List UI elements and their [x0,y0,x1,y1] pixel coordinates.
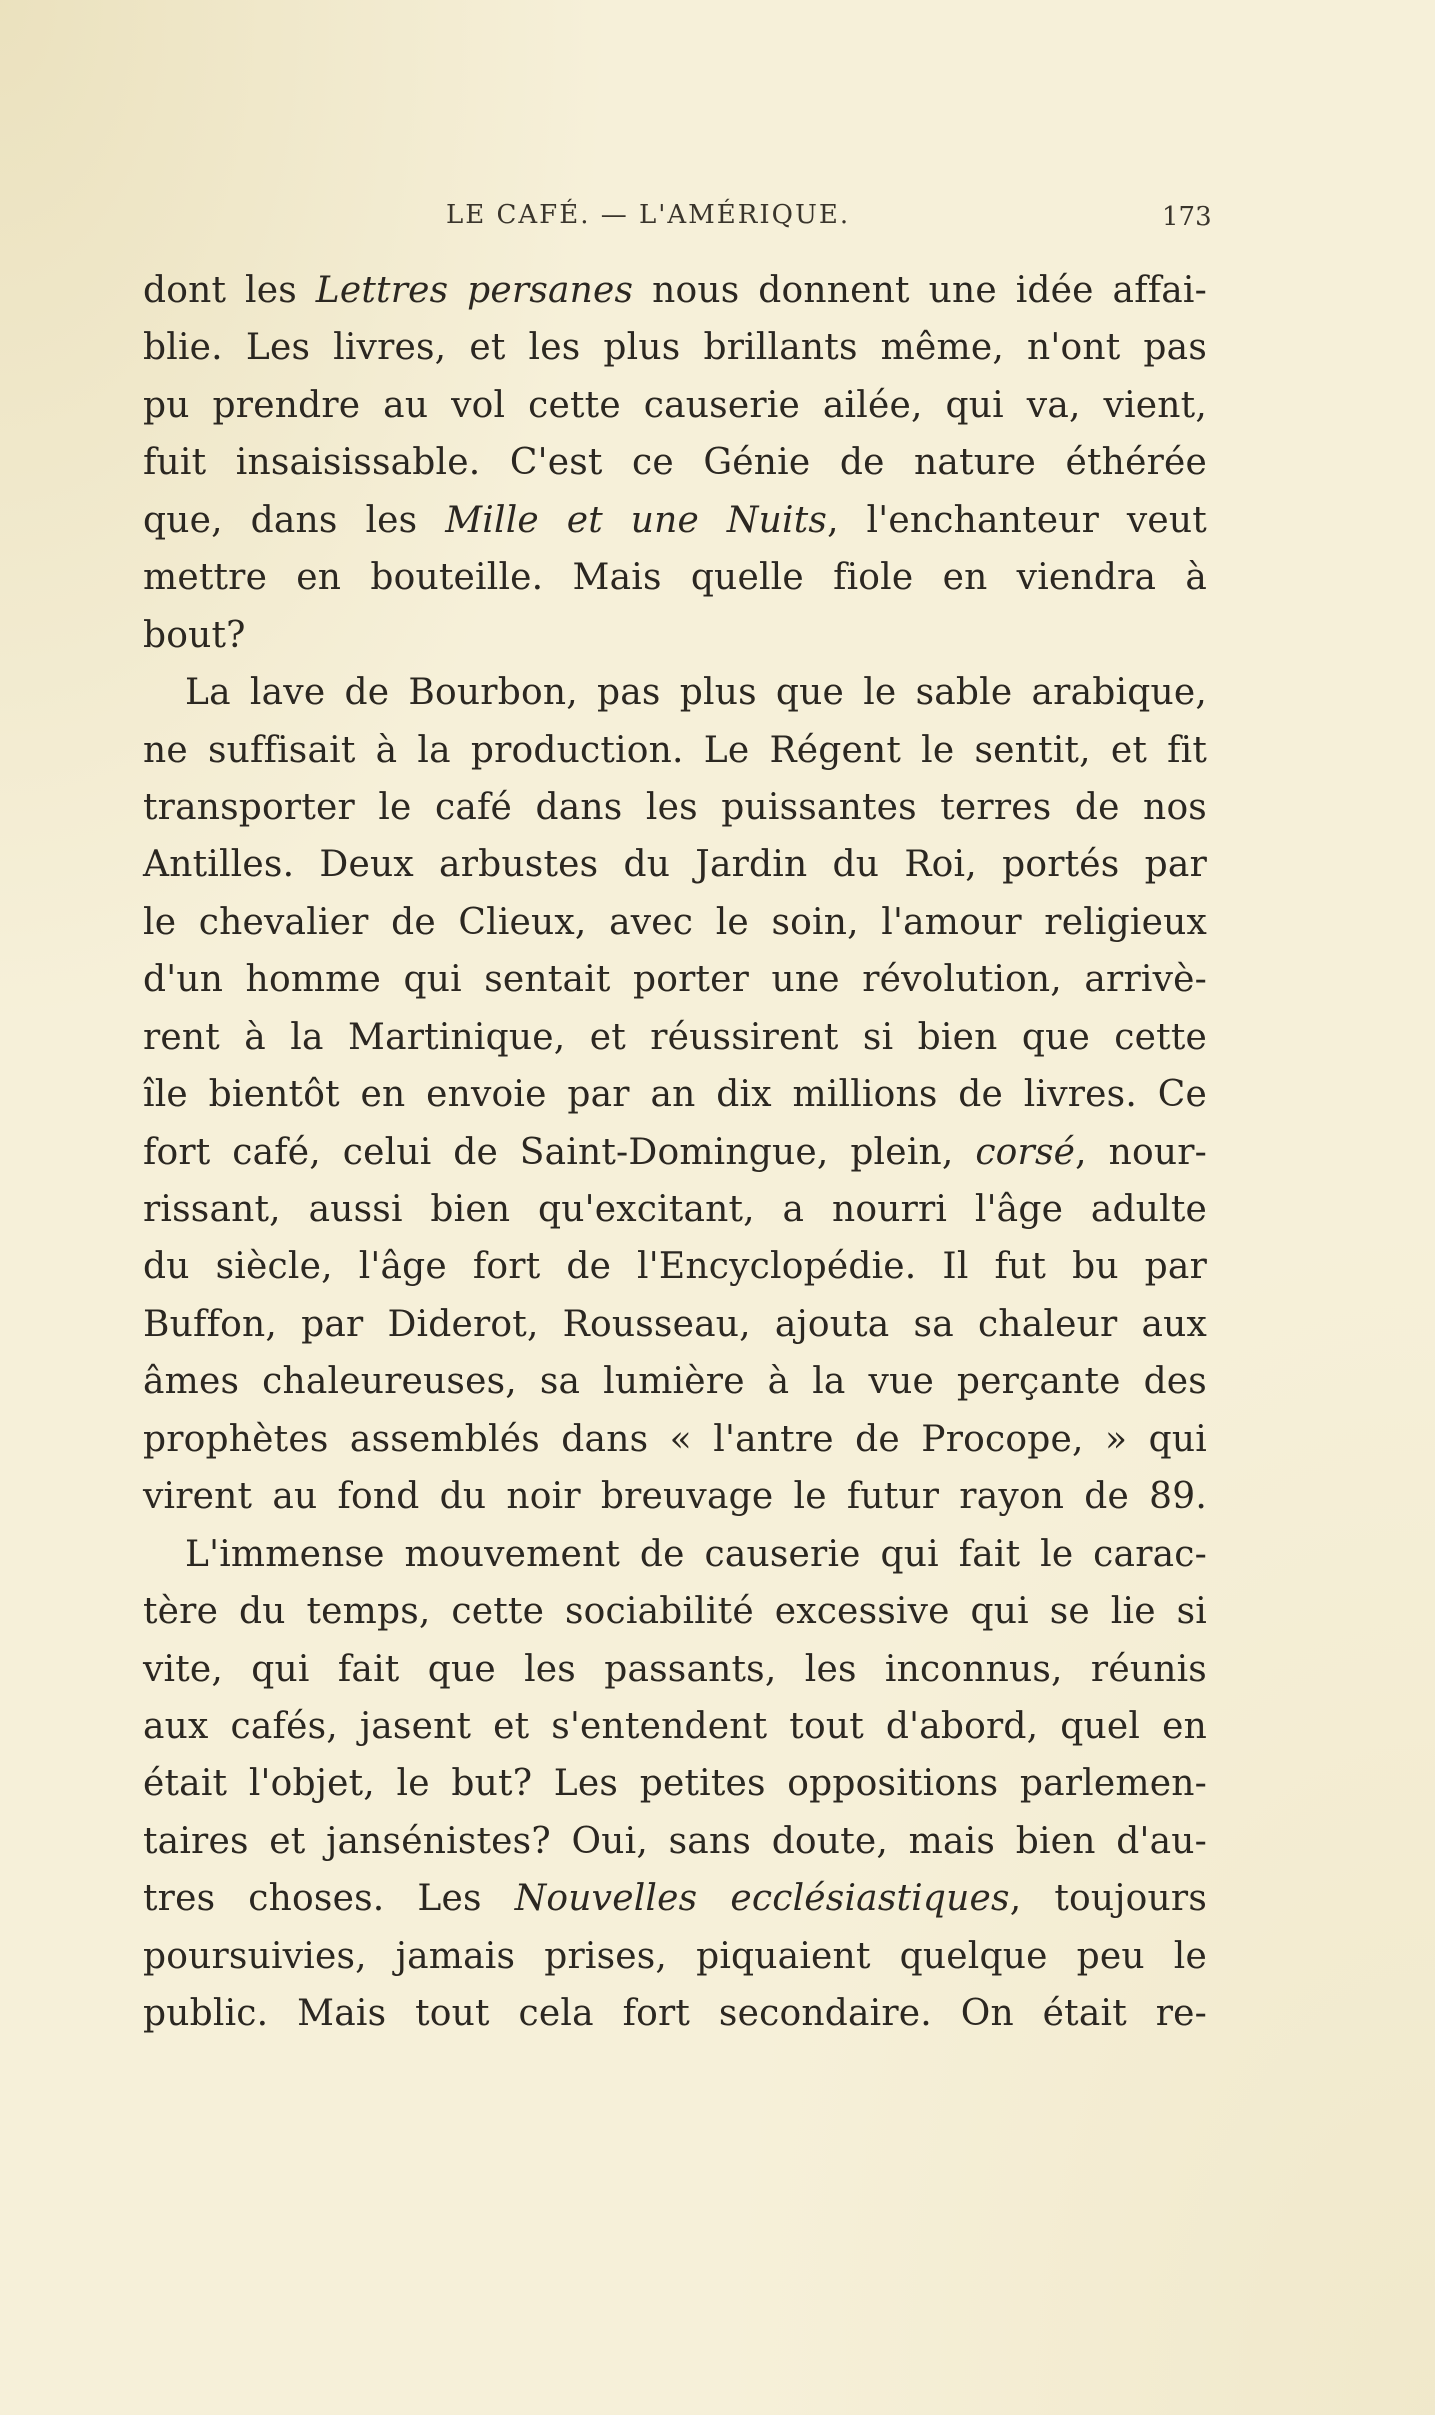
text-line: Antilles. Deux arbustes du Jardin du Roi, portés par [143,844,1207,886]
text-line: d'un homme qui sentait porter une révolution, arrivè- [143,959,1207,1001]
text-line: rent à la Martinique, et réussirent si bien que cette [143,1016,1207,1058]
text-line: tres choses. Les Nouvelles ecclésiastiques, toujours [143,1878,1208,1920]
italic-title: Lettres persanes [315,270,634,311]
text-line: L'immense mouvement de causerie qui fait le carac- [185,1533,1207,1575]
text-line: vite, qui fait que les passants, les inconnus, réunis [143,1648,1207,1690]
text-line: public. Mais tout cela fort secondaire. On était re- [143,1993,1207,2035]
text-line: transporter le café dans les puissantes terres de nos [143,786,1207,828]
text-line: fort café, celui de Saint-Domingue, plein, corsé, nour- [143,1131,1207,1173]
text-line: mettre en bouteille. Mais quelle fiole en viendra à [143,557,1207,599]
text-line: fuit insaisissable. C'est ce Génie de nature éthérée [143,442,1207,484]
italic-title: Nouvelles ecclésiastiques [514,1878,1010,1920]
text-line: Buffon, par Diderot, Rousseau, ajouta sa chaleur aux [143,1303,1207,1345]
text-line: rissant, aussi bien qu'excitant, a nourri l'âge adulte [143,1189,1207,1230]
text-line: île bientôt en envoie par an dix millions de livres. Ce [143,1074,1207,1116]
text-line: La lave de Bourbon, pas plus que le sable arabique, [185,672,1207,714]
text-line: tère du temps, cette sociabilité excessive qui se lie si [143,1591,1207,1633]
text-line: prophètes assemblés dans « l'antre de Procope, » qui [143,1418,1207,1460]
body-text [143,262,1207,2043]
text-line: âmes chaleureuses, sa lumière à la vue perçante des [143,1361,1207,1403]
page-number: 173 [1162,202,1212,232]
text-line: aux cafés, jasent et s'entendent tout d'abord, quel en [143,1705,1207,1747]
text-line: dont les Lettres persanes nous donnent une idée affai- [143,270,1207,311]
text-line: taires et jansénistes? Oui, sans doute, mais bien d'au- [143,1820,1207,1862]
text-line: ne suffisait à la production. Le Régent le sentit, et fit [143,729,1207,771]
text-line: bout? [143,614,246,656]
text-line: le chevalier de Clieux, avec le soin, l'amour religieux [143,901,1207,943]
italic-title: Mille et une Nuits [445,499,828,541]
text-line: blie. Les livres, et les plus brillants même, n'ont pas [143,327,1207,369]
text-line: pu prendre au vol cette causerie ailée, qui va, vient, [143,384,1207,426]
italic-word: corsé [975,1131,1076,1173]
text-line: du siècle, l'âge fort de l'Encyclopédie. Il fut bu par [143,1246,1207,1288]
text-line: poursuivies, jamais prises, piquaient quelque peu le [143,1935,1207,1977]
running-title: LE CAFÉ. — L'AMÉRIQUE. [446,200,851,230]
page-header [0,200,1435,240]
text-line: virent au fond du noir breuvage le futur rayon de 89. [143,1476,1207,1518]
text-line: que, dans les Mille et une Nuits, l'enchanteur veut [143,499,1207,541]
text-line: était l'objet, le but? Les petites oppositions parlemen- [143,1763,1207,1805]
